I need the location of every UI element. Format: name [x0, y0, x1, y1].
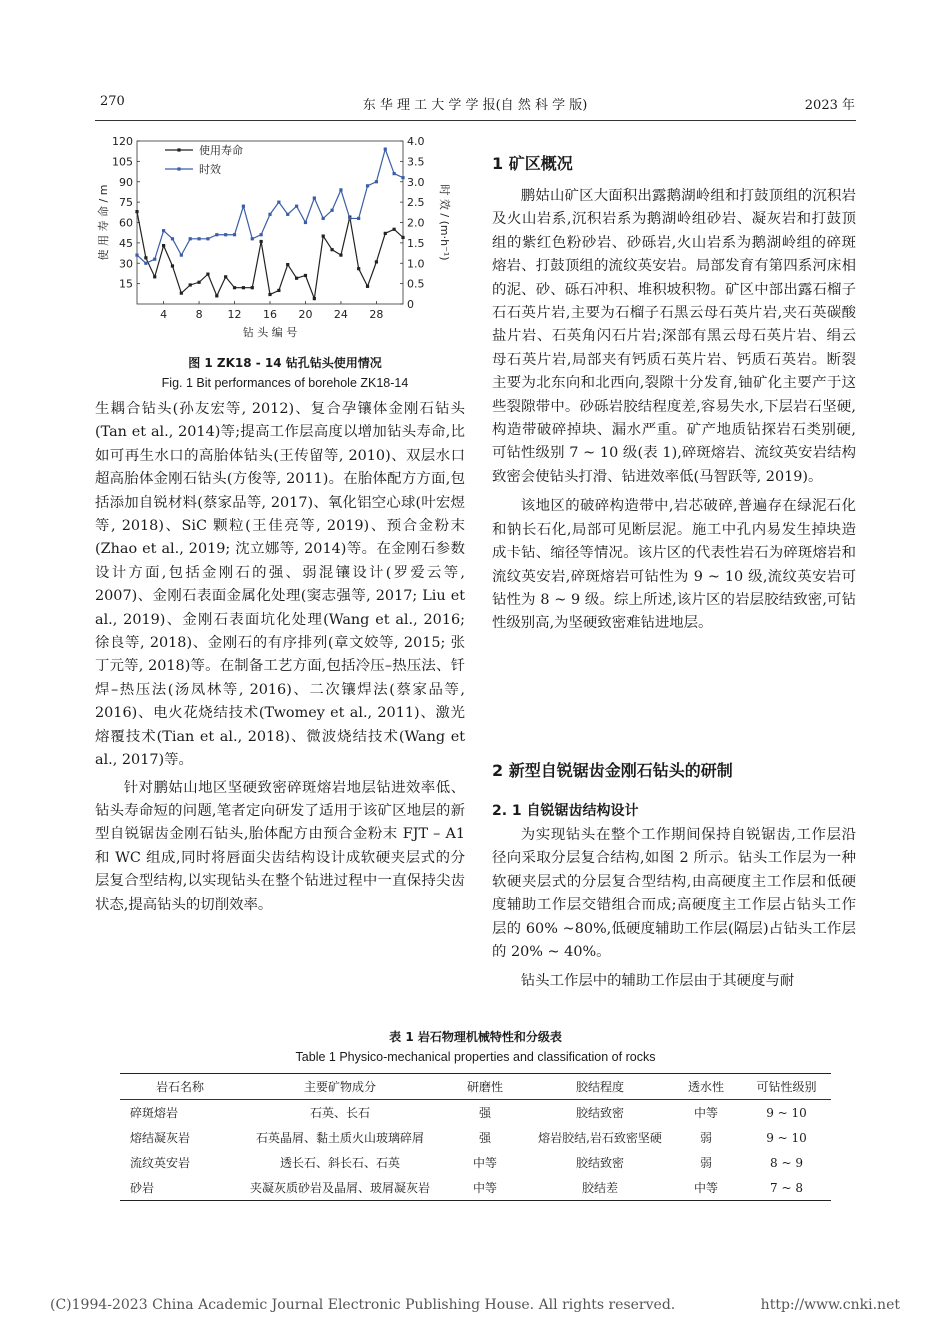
data-point — [144, 256, 147, 259]
data-point — [366, 184, 369, 187]
cnki-link[interactable]: http://www.cnki.net — [760, 1297, 900, 1313]
y-right-tick-label: 2.0 — [407, 216, 425, 230]
data-point — [153, 258, 156, 261]
data-point — [153, 275, 156, 278]
data-point — [366, 285, 369, 288]
section2-body — [492, 824, 856, 994]
data-point — [393, 172, 396, 175]
data-point — [375, 260, 378, 263]
data-point — [322, 217, 325, 220]
data-point — [384, 148, 387, 151]
data-point — [144, 262, 147, 265]
table-cell: 中等 — [472, 1181, 497, 1195]
data-point — [384, 232, 387, 235]
table-cell: 中等 — [472, 1156, 497, 1170]
data-point — [215, 294, 218, 297]
table-row — [120, 1100, 831, 1126]
data-point — [189, 237, 192, 240]
data-point — [401, 176, 404, 179]
data-point — [215, 233, 218, 236]
page-number: 270 — [100, 94, 125, 109]
legend-label: 使用寿命 — [199, 144, 243, 157]
data-point — [295, 205, 298, 208]
publication-year: 2023 年 — [804, 98, 855, 113]
y-left-tick-label: 105 — [112, 155, 133, 169]
table-row — [120, 1150, 831, 1175]
data-point — [251, 286, 254, 289]
data-point — [313, 297, 316, 300]
data-point — [268, 293, 271, 296]
table-cell: 弱 — [699, 1156, 712, 1170]
data-point — [357, 267, 360, 270]
data-point — [162, 244, 165, 247]
bit-performance-chart — [95, 128, 455, 346]
series-line-1 — [137, 212, 403, 299]
y-right-axis-label: 时 效 / (m·h⁻¹) — [438, 184, 451, 261]
table-row — [120, 1125, 831, 1150]
data-point — [339, 254, 342, 257]
table-cell: 透长石、斜长石、石英 — [279, 1156, 400, 1170]
data-point — [260, 233, 263, 236]
x-tick-label: 8 — [195, 308, 203, 321]
data-point — [357, 217, 360, 220]
x-tick-label: 12 — [227, 308, 242, 321]
left-paragraph-1: 生耦合钻头(孙友宏等, 2012)、复合孕镶体金刚石钻头(Tan et al., 2014)等;提高工作层高度以增加钻头寿命,比如可再生水口的高胎体钻头(王传留等, 2010)、双层水口超高胎体金刚石钻头(方俊等, 2011)。在胎体配方方面,包括添加自锐材料(蔡家品等, 2017)、氧化铝空心球(叶宏煜等, 2018)、SiC 颗粒(王佳亮等, 2019)、预合金粉末(Zhao et al., 2019; 沈立娜等, 2014)等。在金刚石参数设计方面,包括金刚石的强、弱混镶设计(罗爱云等, 2007)、金刚石表面金属化处理(窦志强等, 2017; Liu et al., 2019)、金刚石表面坑化处理(Wang et al., 2016; 徐良等, 2018)、金刚石的有序排列(章文姣等, 2015; 张丁元等, 2018)等。在制备工艺方面,包括冷压–热压法、钎焊–热压法(汤凤林等, 2016)、二次镶焊法(蔡家品等, 2016)、电火花烧结技术(Twomey et al., 2011)、激光熔覆技术(Tian et al., 2018)、微波烧结技术(Wang et al., 2017)等。 — [95, 401, 465, 769]
section1-paragraph-1: 鹏姑山矿区大面积出露鹅湖岭组和打鼓顶组的沉积岩及火山岩系,沉积岩系为鹅湖岭组砂岩、凝灰岩和打鼓顶组的紫红色粉砂岩、砂砾岩,火山岩系为鹅湖岭组的碎斑熔岩、打鼓顶组的流纹英安岩。局部发育有第四系河床相的泥、砂、砾石冲积、堆积坡积物。矿区中部出露石榴子石石英片岩,主要为石榴子石黑云母石英片岩,夹石英碳酸盐片岩、石英角闪石片岩;深部有黑云母石英片岩、绢云母石英片岩,局部夹有钙质石英片岩、钙质石英岩。断裂主要为北东向和北西向,裂隙十分发育,铀矿化主要产于这些裂隙带中。砂砾岩胶结程度差,容易失水,下层岩石坚硬,构造带破碎掉块、漏水严重。矿产地质钻探岩石类别硬,可钻性级别 7 ~ 10 级(表 1),碎斑熔岩、流纹英安岩结构致密会使钻头打滑、钻进效率低(马智跃等, 2019)。 — [492, 188, 856, 485]
data-point — [180, 292, 183, 295]
table-cell: 9 ~ 10 — [766, 1105, 807, 1120]
data-point — [277, 201, 280, 204]
y-left-tick-label: 15 — [119, 277, 133, 291]
y-right-tick-label: 2.5 — [407, 196, 425, 210]
legend-marker — [177, 148, 180, 151]
figure1-caption-en: Fig. 1 Bit performances of borehole ZK18-14 — [161, 376, 409, 390]
data-point — [135, 210, 138, 213]
data-point — [393, 228, 396, 231]
y-right-tick-label: 4.0 — [407, 135, 425, 148]
y-right-tick-label: 3.5 — [407, 155, 425, 169]
y-right-tick-label: 0.5 — [407, 277, 425, 291]
section1-title: 1 矿区概况 — [492, 154, 573, 173]
y-left-tick-label: 120 — [112, 135, 133, 148]
data-point — [330, 209, 333, 212]
column-header: 透水性 — [670, 1074, 742, 1100]
table-cell: 胶结差 — [581, 1181, 618, 1195]
table-cell: 熔岩胶结,岩石致密坚硬 — [538, 1131, 662, 1145]
table-cell: 夹凝灰质砂岩及晶屑、玻屑凝灰岩 — [249, 1181, 430, 1195]
data-point — [304, 274, 307, 277]
table-header-row — [120, 1074, 831, 1100]
x-tick-label: 20 — [298, 308, 313, 321]
data-point — [348, 217, 351, 220]
column-header: 研磨性 — [440, 1074, 530, 1100]
legend-label: 时效 — [199, 163, 221, 176]
table-cell: 9 ~ 10 — [766, 1130, 807, 1145]
data-point — [224, 233, 227, 236]
data-point — [197, 281, 200, 284]
table-cell: 强 — [478, 1131, 491, 1145]
table-cell: 8 ~ 9 — [770, 1155, 803, 1170]
data-point — [401, 236, 404, 239]
data-point — [242, 286, 245, 289]
data-point — [242, 205, 245, 208]
table-cell: 石英晶屑、黏土质火山玻璃碎屑 — [255, 1131, 424, 1145]
data-point — [375, 180, 378, 183]
table-cell: 熔结凝灰岩 — [130, 1131, 191, 1145]
data-point — [251, 237, 254, 240]
data-point — [135, 254, 138, 257]
y-left-tick-label: 75 — [119, 196, 133, 210]
y-right-tick-label: 1.5 — [407, 236, 425, 250]
data-point — [339, 188, 342, 191]
table-cell: 胶结致密 — [575, 1156, 624, 1170]
data-point — [295, 277, 298, 280]
x-tick-label: 16 — [263, 308, 277, 321]
data-point — [224, 275, 227, 278]
column-header: 可钻性级别 — [742, 1074, 831, 1100]
copyright-text: (C)1994-2023 China Academic Journal Electronic Publishing House. All rights reserved. — [50, 1297, 676, 1313]
y-left-tick-label: 45 — [119, 236, 133, 250]
legend-marker — [177, 167, 180, 170]
table-cell: 中等 — [693, 1106, 718, 1120]
x-tick-label: 24 — [333, 308, 348, 321]
section2-paragraph-2: 钻头工作层中的辅助工作层由于其硬度与耐 — [520, 973, 795, 990]
left-paragraph-2: 针对鹏姑山地区坚硬致密碎斑熔岩地层钻进效率低、钻头寿命短的问题,笔者定向研发了适用于该矿区地层的新型自锐锯齿金刚石钻头,胎体配方由预合金粉末 FJT – A1 和 WC 组成,同时将唇面尖齿结构设计成软硬夹层式的分层复合型结构,以实现钻头在整个钻进过程中一直保持尖齿状态,提高钻头的切削效率。 — [95, 779, 465, 913]
x-tick-label: 28 — [369, 308, 384, 321]
section2-subtitle: 2. 1 自锐锯齿结构设计 — [492, 803, 639, 819]
table-cell: 流纹英安岩 — [130, 1156, 191, 1170]
data-point — [162, 229, 165, 232]
data-point — [206, 273, 209, 276]
series-line-2 — [137, 149, 403, 263]
table-cell: 强 — [478, 1106, 491, 1120]
y-left-tick-label: 60 — [119, 216, 133, 230]
y-right-tick-label: 1.0 — [407, 257, 425, 271]
data-point — [189, 283, 192, 286]
data-point — [171, 237, 174, 240]
data-point — [286, 263, 289, 266]
y-left-axis-label: 使 用 寿 命 / m — [97, 184, 110, 261]
data-point — [171, 264, 174, 267]
section2-title: 2 新型自锐锯齿金刚石钻头的研制 — [492, 761, 733, 780]
y-left-tick-label: 90 — [119, 175, 133, 189]
column-header: 岩石名称 — [120, 1074, 240, 1100]
table-cell: 胶结致密 — [575, 1106, 624, 1120]
data-point — [304, 221, 307, 224]
data-point — [260, 240, 263, 243]
data-point — [197, 237, 200, 240]
data-point — [286, 213, 289, 216]
copyright-footer — [50, 1297, 900, 1313]
data-point — [233, 233, 236, 236]
section1-body — [492, 185, 856, 636]
rock-properties-table — [120, 1073, 831, 1201]
column-header: 主要矿物成分 — [240, 1074, 440, 1100]
data-point — [206, 237, 209, 240]
table-cell: 弱 — [699, 1131, 712, 1145]
y-right-tick-label: 0 — [407, 298, 414, 311]
y-right-tick-label: 3.0 — [407, 175, 425, 189]
data-point — [322, 234, 325, 237]
table1-caption-cn: 表 1 岩石物理机械特性和分级表 — [389, 1030, 562, 1044]
data-point — [313, 196, 316, 199]
column-header: 胶结程度 — [530, 1074, 670, 1100]
journal-title: 东 华 理 工 大 学 学 报(自 然 科 学 版) — [362, 98, 588, 113]
table-cell: 7 ~ 8 — [770, 1180, 803, 1195]
section2-paragraph-1: 为实现钻头在整个工作期间保持自锐锯齿,工作层沿径向采取分层复合结构,如图 2 所示。钻头工作层为一种软硬夹层式的分层复合型结构,由高硬度主工作层和低硬度辅助工作层交错组合而成;高硬度主工作层占钻头工作层的 60% ~80%,低硬度辅助工作层(隔层)占钻头工作层的 20% ~ 40%。 — [492, 827, 856, 961]
data-point — [277, 289, 280, 292]
data-point — [233, 286, 236, 289]
section1-paragraph-2: 该地区的破碎构造带中,岩芯破碎,普遍存在绿泥石化和钠长石化,局部可见断层泥。施工中孔内易发生掉块造成卡钻、缩径等情况。该片区的代表性岩石为碎斑熔岩和流纹英安岩,碎斑熔岩可钻性为 9 ~ 10 级,流纹英安岩可钻性为 8 ~ 9 级。综上所述,该片区的岩层胶结致密,可钻性级别高,为坚硬致密难钻进地层。 — [492, 498, 856, 632]
figure1-caption-cn: 图 1 ZK18 - 14 钻孔钻头使用情况 — [188, 356, 382, 370]
left-column — [95, 398, 465, 917]
x-axis-label: 钻 头 编 号 — [242, 326, 298, 339]
table1-caption-en: Table 1 Physico-mechanical properties and classification of rocks — [295, 1050, 656, 1064]
x-tick-label: 4 — [160, 308, 168, 321]
table-cell: 碎斑熔岩 — [130, 1106, 179, 1120]
data-point — [330, 248, 333, 251]
table-cell: 中等 — [693, 1181, 718, 1195]
table-cell: 石英、长石 — [309, 1106, 370, 1120]
table-row — [120, 1175, 831, 1201]
table-cell: 砂岩 — [130, 1181, 155, 1195]
y-left-tick-label: 30 — [119, 257, 133, 271]
data-point — [268, 213, 271, 216]
header-rule — [95, 120, 856, 121]
data-point — [180, 254, 183, 257]
